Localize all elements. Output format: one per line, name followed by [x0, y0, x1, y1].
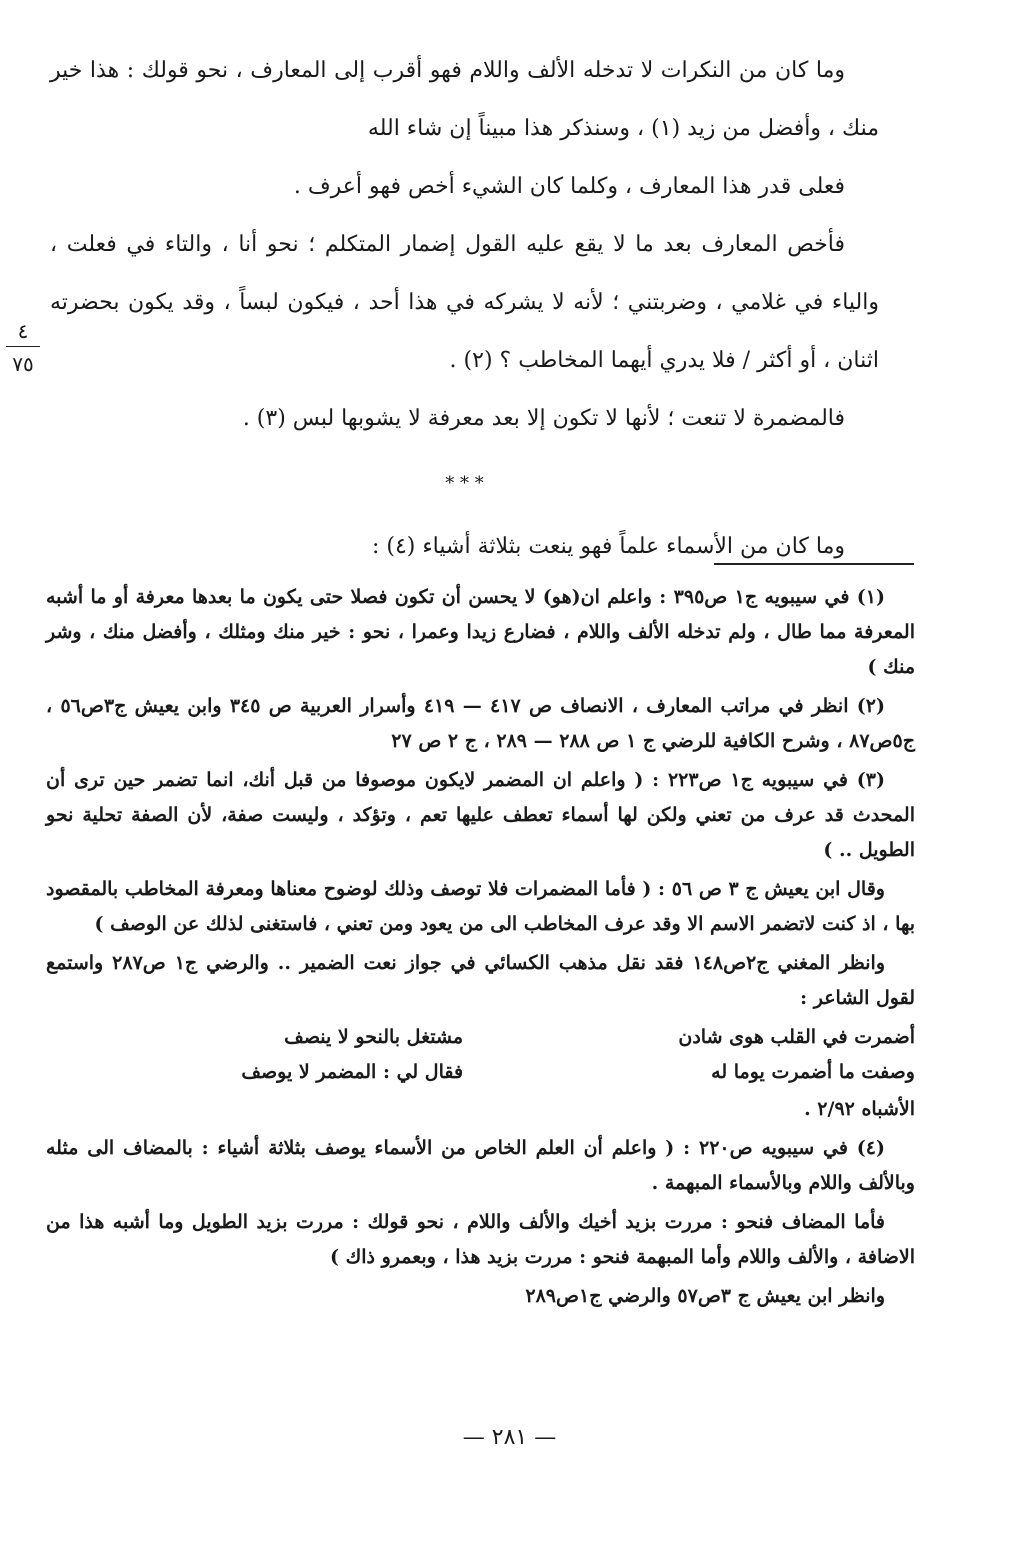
poem-verse-1: [46, 1020, 915, 1055]
poem-hemistich: فقال لي : المضمر لا يوصف: [241, 1061, 464, 1083]
poem: [46, 1020, 915, 1090]
body-paragraph-3: فأخص المعارف بعد ما لا يقع عليه القول إضمار المتكلم ؛ نحو أنا ، والتاء في فعلت ، والياء في غلامي ، وضربتني ؛ لأنه لا يشركه في هذا أحد ، فيكون لبساً ، وقد يكون بحضرته اثنان ، أو أكثر / فلا يدري أيهما المخاطب ؟ (٢) .: [50, 232, 879, 373]
footnote-4-reference: وانظر ابن يعيش ج ٣ص٥٧ والرضي ج١ص٢٨٩: [525, 1285, 885, 1307]
main-text: [50, 42, 879, 576]
body-last-line: وما كان من الأسماء علماً فهو ينعت بثلاثة أشياء (٤) :: [371, 534, 845, 559]
margin-note-top: ٤: [6, 318, 40, 347]
section-separator: * * *: [445, 473, 484, 494]
poem-verse-2: [46, 1055, 915, 1090]
poem-source: الأشباه ٢/٩٢ .: [804, 1098, 915, 1120]
body-paragraph-1: وما كان من النكرات لا تدخله الألف واللام فهو أقرب إلى المعارف ، نحو قولك : هذا خير منك ، وأفضل من زيد (١) ، وسنذكر هذا مبيناً إن شاء الله: [50, 58, 879, 141]
poem-hemistich: مشتغل بالنحو لا ينصف: [284, 1026, 464, 1048]
footnote-4-continuation: فأما المضاف فنحو : مررت بزيد أخيك والألف واللام ، نحو قولك : مررت بزيد الطويل وما أشبه هذا من الاضافة ، والألف واللام وأما المبهمة فنحو : مررت بزيد هذا ، وبعمرو ذاك ): [46, 1211, 915, 1268]
footnote-3: (٣) في سيبويه ج١ ص٢٢٣ : ( واعلم ان المضمر لايكون موصوفا من قبل أنك، انما تضمر حين ترى أن المحدث قد عرف من تعني ولكن لها أسماء تعطف عليها تعم ، وتؤكد ، وليست صفة، لأن الصفة تحلية نحو الطويل .. ): [46, 769, 915, 861]
page-number: — ٢٨١ —: [462, 1425, 557, 1450]
poem-hemistich: وصفت ما أضمرت يوما له: [711, 1061, 915, 1083]
footnote-3-continuation: وقال ابن يعيش ج ٣ ص ٥٦ : ( فأما المضمرات فلا توصف وذلك لوضوح معناها ومعرفة المخاطب بالمقصود بها ، اذ كنت لاتضمر الاسم الا وقد عرف المخاطب الى من يعود ومن تعني ، فاستغنى لذلك عن الوصف ): [46, 878, 915, 935]
footnote-1: (١) في سيبويه ج١ ص٣٩٥ : واعلم ان(هو) لا يحسن أن تكون فصلا حتى يكون ما بعدها معرفة أو ما أشبه المعرفة مما طال ، ولم تدخله الألف واللام ، فضارع زيدا وعمرا ، نحو : خير منك ومثلك ، وأفضل منك ، وشر منك ): [46, 586, 915, 678]
margin-folio-note: [6, 318, 40, 377]
margin-note-bottom: ٧٥: [12, 352, 34, 376]
poem-hemistich: أضمرت في القلب هوى شادن: [678, 1026, 915, 1048]
footnote-3-reference: وانظر المغني ج٢ص١٤٨ فقد نقل مذهب الكسائي في جواز نعت الضمير .. والرضي ج١ ص٢٨٧ واستمع لقول الشاعر :: [46, 952, 915, 1009]
body-paragraph-2: فعلى قدر هذا المعارف ، وكلما كان الشيء أخص فهو أعرف .: [293, 174, 845, 199]
body-paragraph-4: فالمضمرة لا تنعت ؛ لأنها لا تكون إلا بعد معرفة لا يشوبها لبس (٣) .: [242, 406, 845, 431]
footnote-rule: [714, 563, 914, 565]
footnote-4: (٤) في سيبويه ص٢٢٠ : ( واعلم أن العلم الخاص من الأسماء يوصف بثلاثة أشياء : بالمضاف الى مثله وبالألف واللام وبالأسماء المبهمة .: [46, 1137, 915, 1194]
footnotes: [46, 580, 915, 1318]
footnote-2: (٢) انظر في مراتب المعارف ، الانصاف ص ٤١٧ — ٤١٩ وأسرار العربية ص ٣٤٥ وابن يعيش ج٣ص٥٦ ، ج٥ص٨٧ ، وشرح الكافية للرضي ج ١ ص ٢٨٨ — ٢٨٩ ، ج ٢ ص ٢٧: [46, 695, 915, 752]
